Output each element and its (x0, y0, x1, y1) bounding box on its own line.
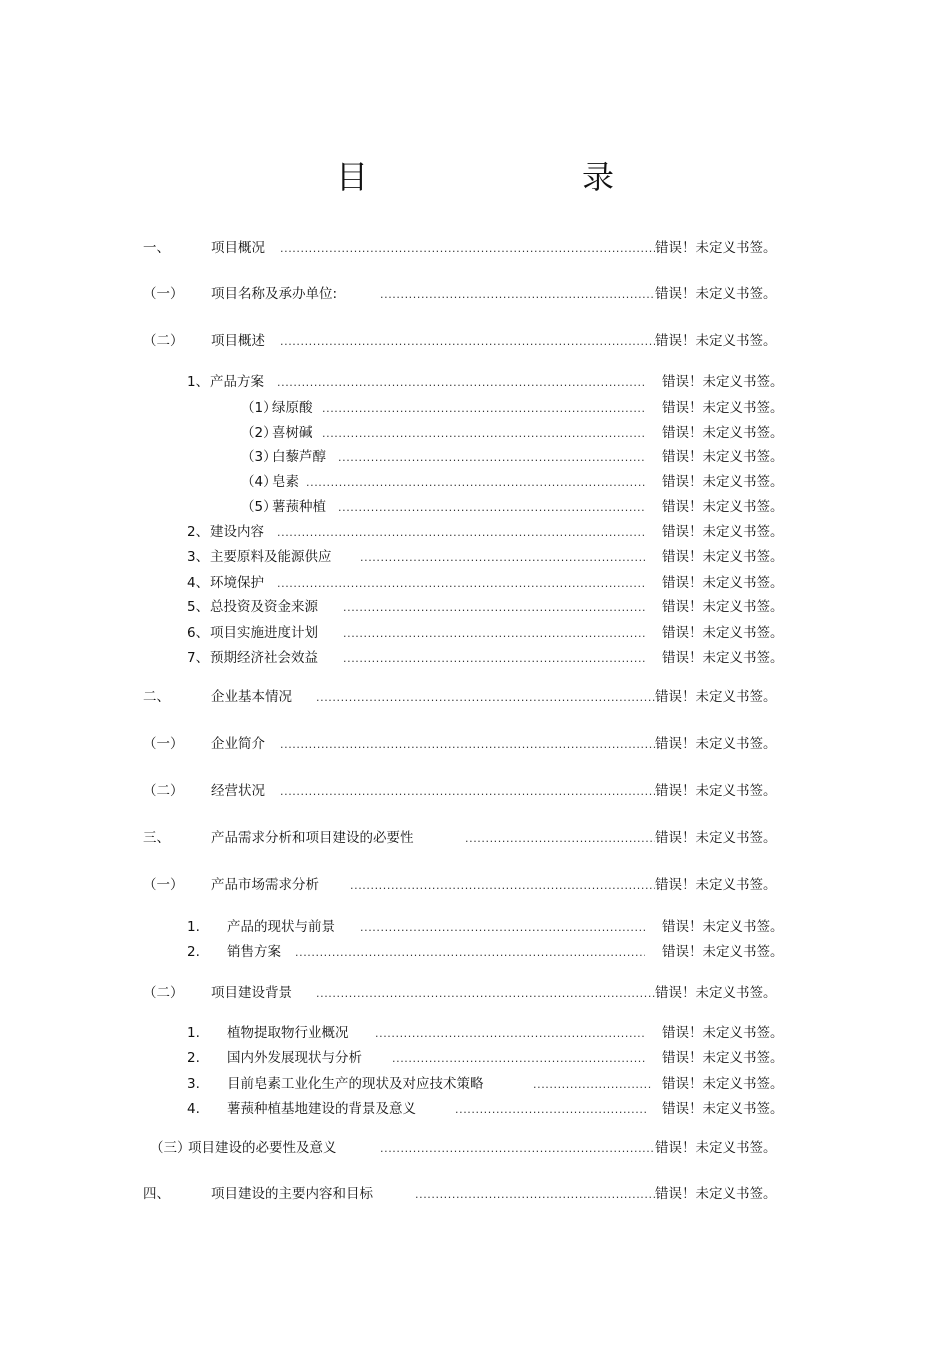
toc-dot-leader (280, 237, 655, 259)
toc-entry-label: 建设内容 (210, 524, 264, 540)
toc-entry[interactable] (0, 471, 950, 493)
toc-entry-number: 5、 (187, 599, 210, 615)
toc-entry-label: 主要原料及能源供应 (210, 549, 332, 565)
toc-entry-number: 三、 (143, 830, 170, 846)
toc-entry[interactable] (0, 780, 950, 802)
toc-entry-label: 植物提取物行业概况 (227, 1025, 349, 1041)
toc-entry-number: 7、 (187, 650, 210, 666)
toc-page-reference: 错误！未定义书签。 (662, 449, 784, 465)
toc-page-reference: 错误！未定义书签。 (662, 575, 784, 591)
toc-dot-leader (360, 916, 645, 938)
page-title: 目 录 (335, 158, 664, 196)
toc-page-reference: 错误！未定义书签。 (662, 374, 784, 390)
toc-entry-number: 二、 (143, 689, 170, 705)
toc-entry[interactable] (0, 496, 950, 518)
toc-entry-label: 经营状况 (211, 783, 265, 799)
toc-entry[interactable] (0, 1073, 950, 1095)
toc-entry-number: （1） (241, 400, 277, 416)
toc-entry-label: 项目概述 (211, 333, 265, 349)
toc-dot-leader (465, 827, 655, 849)
toc-entry[interactable] (0, 622, 950, 644)
toc-page-reference: 错误！未定义书签。 (655, 877, 777, 893)
toc-entry-number: 3. (187, 1076, 200, 1092)
toc-dot-leader (280, 780, 655, 802)
toc-entry-number: （一） (143, 286, 184, 302)
toc-page-reference: 错误！未定义书签。 (662, 1076, 784, 1092)
toc-entry-number: 1. (187, 1025, 200, 1041)
toc-dot-leader (380, 1137, 655, 1159)
toc-entry-label: 项目建设的主要内容和目标 (211, 1186, 373, 1202)
toc-entry[interactable] (0, 330, 950, 352)
toc-entry[interactable] (0, 874, 950, 896)
toc-dot-leader (533, 1073, 652, 1095)
toc-entry[interactable] (0, 422, 950, 444)
toc-page-reference: 错误！未定义书签。 (662, 474, 784, 490)
toc-page-reference: 错误！未定义书签。 (655, 240, 777, 256)
toc-entry[interactable] (0, 283, 950, 305)
toc-page-reference: 错误！未定义书签。 (662, 650, 784, 666)
toc-entry-number: 2. (187, 1050, 200, 1066)
toc-dot-leader (277, 572, 645, 594)
toc-entry-number: （一） (143, 736, 184, 752)
toc-entry-number: （二） (143, 783, 184, 799)
toc-entry-label: 绿原酸 (272, 400, 313, 416)
toc-page-reference: 错误！未定义书签。 (662, 1025, 784, 1041)
toc-page-reference: 错误！未定义书签。 (655, 1186, 777, 1202)
toc-entry-number: （4） (241, 474, 277, 490)
toc-entry-label: 白藜芦醇 (272, 449, 326, 465)
toc-entry-label: 项目名称及承办单位: (211, 286, 338, 302)
toc-dot-leader (316, 686, 655, 708)
toc-page-reference: 错误！未定义书签。 (662, 944, 784, 960)
toc-page-reference: 错误！未定义书签。 (662, 400, 784, 416)
toc-dot-leader (306, 471, 645, 493)
toc-entry-number: （二） (143, 333, 184, 349)
toc-page-reference: 错误！未定义书签。 (655, 830, 777, 846)
toc-entry-label: 产品的现状与前景 (227, 919, 335, 935)
toc-entry-label: 企业简介 (211, 736, 265, 752)
toc-entry-number: 2、 (187, 524, 210, 540)
toc-dot-leader (322, 422, 645, 444)
toc-entry-number: （3） (241, 449, 277, 465)
toc-page-reference: 错误！未定义书签。 (662, 549, 784, 565)
toc-entry-label: 销售方案 (227, 944, 281, 960)
toc-entry-number: （5） (241, 499, 277, 515)
toc-entry[interactable] (0, 546, 950, 568)
toc-entry-number: 1. (187, 919, 200, 935)
toc-entry-label: 产品方案 (210, 374, 264, 390)
toc-dot-leader (277, 521, 645, 543)
toc-entry-label: 薯蓣种植 (272, 499, 326, 515)
toc-entry-label: 产品市场需求分析 (211, 877, 319, 893)
toc-page-reference: 错误！未定义书签。 (655, 286, 777, 302)
toc-page-reference: 错误！未定义书签。 (655, 689, 777, 705)
toc-dot-leader (280, 330, 655, 352)
toc-entry[interactable] (0, 572, 950, 594)
toc-entry-number: 1、 (187, 374, 210, 390)
toc-entry-number: 四、 (143, 1186, 170, 1202)
toc-entry[interactable] (0, 941, 950, 963)
toc-entry-label: 产品需求分析和项目建设的必要性 (211, 830, 414, 846)
toc-entry[interactable] (0, 1137, 950, 1159)
toc-entry-number: （2） (241, 425, 277, 441)
toc-dot-leader (316, 982, 655, 1004)
toc-entry-number: 4、 (187, 575, 210, 591)
toc-entry[interactable] (0, 827, 950, 849)
toc-page-reference: 错误！未定义书签。 (655, 783, 777, 799)
toc-dot-leader (343, 596, 645, 618)
toc-entry[interactable] (0, 686, 950, 708)
toc-page-reference: 错误！未定义书签。 (662, 919, 784, 935)
toc-entry-label: 项目建设背景 (211, 985, 292, 1001)
toc-dot-leader (322, 397, 645, 419)
toc-dot-leader (338, 446, 645, 468)
toc-entry[interactable] (0, 647, 950, 669)
toc-entry[interactable] (0, 733, 950, 755)
toc-entry[interactable] (0, 916, 950, 938)
toc-entry-label: 国内外发展现状与分析 (227, 1050, 362, 1066)
toc-entry-number: （二） (143, 985, 184, 1001)
toc-dot-leader (277, 371, 645, 393)
toc-dot-leader (295, 941, 645, 963)
toc-entry-label: 项目建设的必要性及意义 (188, 1140, 337, 1156)
toc-dot-leader (415, 1183, 655, 1205)
toc-entry-number: （一） (143, 877, 184, 893)
toc-entry[interactable] (0, 1047, 950, 1069)
toc-dot-leader (392, 1047, 645, 1069)
toc-page-reference: 错误！未定义书签。 (662, 499, 784, 515)
toc-entry-label: 皂素 (272, 474, 299, 490)
toc-entry-label: 项目概况 (211, 240, 265, 256)
toc-entry-label: 环境保护 (210, 575, 264, 591)
toc-entry-label: 总投资及资金来源 (210, 599, 318, 615)
toc-entry[interactable] (0, 1098, 950, 1120)
toc-page-reference: 错误！未定义书签。 (655, 333, 777, 349)
toc-page-reference: 错误！未定义书签。 (662, 1050, 784, 1066)
toc-dot-leader (380, 283, 655, 305)
toc-page-reference: 错误！未定义书签。 (662, 1101, 784, 1117)
toc-page-reference: 错误！未定义书签。 (662, 599, 784, 615)
toc-entry[interactable] (0, 1183, 950, 1205)
toc-dot-leader (350, 874, 655, 896)
toc-page-reference: 错误！未定义书签。 (655, 985, 777, 1001)
toc-entry-number: 2. (187, 944, 200, 960)
toc-entry[interactable] (0, 237, 950, 259)
toc-page-reference: 错误！未定义书签。 (655, 1140, 777, 1156)
toc-dot-leader (343, 647, 645, 669)
toc-entry-label: 薯蓣种植基地建设的背景及意义 (227, 1101, 416, 1117)
toc-entry-label: 项目实施进度计划 (210, 625, 318, 641)
toc-dot-leader (455, 1098, 648, 1120)
toc-entry-number: 一、 (143, 240, 170, 256)
toc-entry[interactable] (0, 397, 950, 419)
toc-entry[interactable] (0, 371, 950, 393)
toc-entry-label: 预期经济社会效益 (210, 650, 318, 666)
toc-entry[interactable] (0, 521, 950, 543)
toc-page-reference: 错误！未定义书签。 (662, 425, 784, 441)
toc-entry-number: 6、 (187, 625, 210, 641)
toc-entry[interactable] (0, 982, 950, 1004)
toc-page-reference: 错误！未定义书签。 (655, 736, 777, 752)
toc-page-reference: 错误！未定义书签。 (662, 625, 784, 641)
toc-dot-leader (338, 496, 645, 518)
toc-entry-label: 企业基本情况 (211, 689, 292, 705)
toc-dot-leader (375, 1022, 645, 1044)
toc-entry[interactable] (0, 1022, 950, 1044)
toc-entry[interactable] (0, 596, 950, 618)
toc-entry-number: （三） (150, 1140, 191, 1156)
toc-entry-label: 目前皂素工业化生产的现状及对应技术策略 (227, 1076, 484, 1092)
toc-entry[interactable] (0, 446, 950, 468)
toc-entry-number: 3、 (187, 549, 210, 565)
toc-dot-leader (343, 622, 645, 644)
toc-dot-leader (280, 733, 655, 755)
toc-entry-number: 4. (187, 1101, 200, 1117)
toc-page-reference: 错误！未定义书签。 (662, 524, 784, 540)
toc-entry-label: 喜树碱 (272, 425, 313, 441)
toc-dot-leader (360, 546, 645, 568)
